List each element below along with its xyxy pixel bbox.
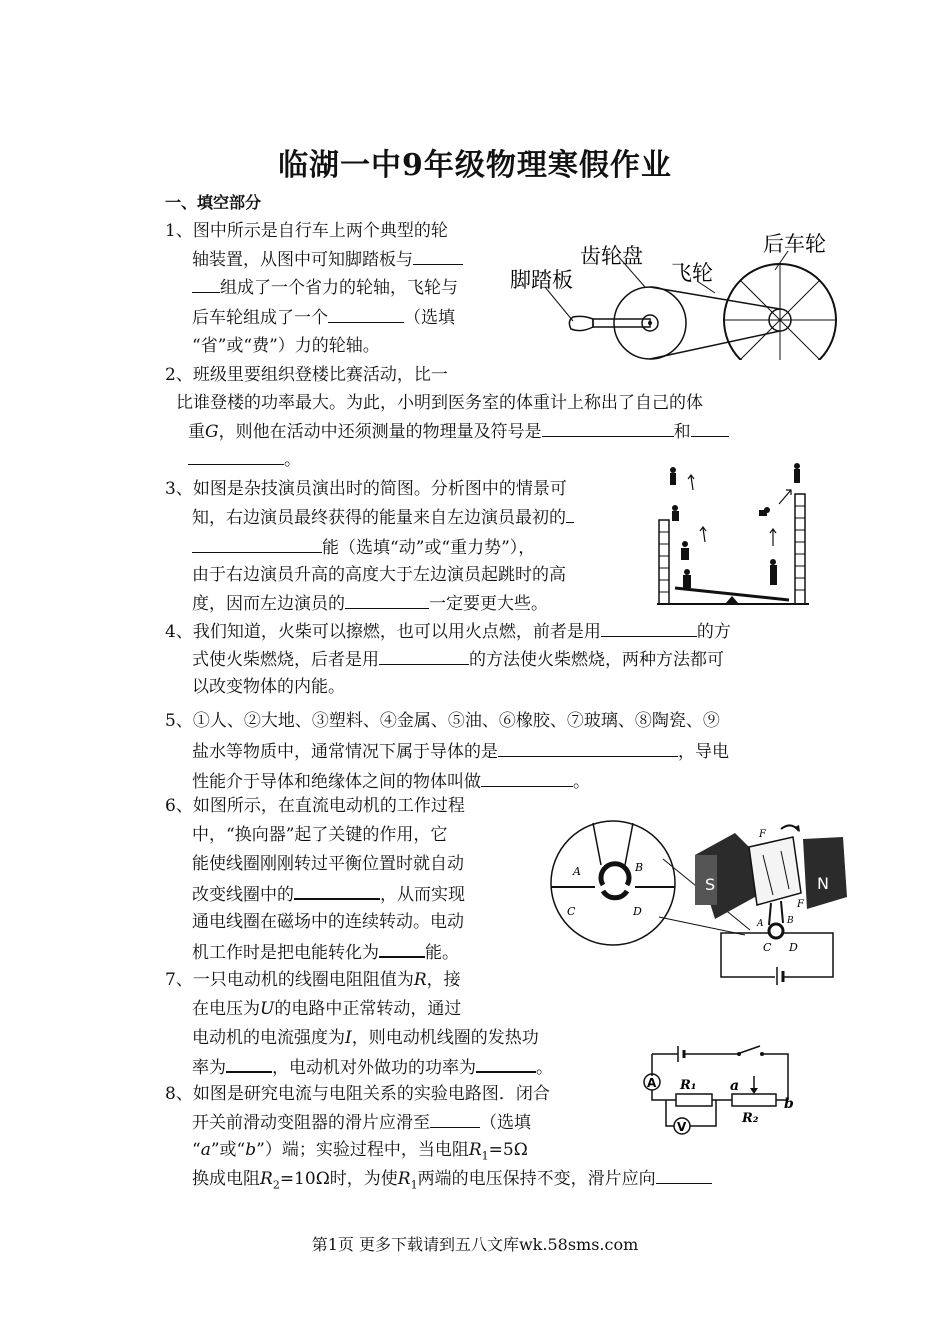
answer-blank[interactable] bbox=[379, 646, 469, 665]
answer-blank[interactable] bbox=[656, 1165, 712, 1184]
answer-blank[interactable] bbox=[188, 446, 284, 465]
q1-line-4: 后车轮组成了一个 （选填 bbox=[192, 304, 455, 331]
q3-line-2: 知，右边演员最终获得的能量来自左边演员最初的 bbox=[192, 504, 574, 531]
label-flywheel: 飞轮 bbox=[671, 261, 713, 285]
q7-line-4: 率为 ，电动机对外做功的功率为 。 bbox=[192, 1053, 553, 1081]
page-footer: 第1页 更多下载请到五八文库wk.58sms.com bbox=[311, 1235, 639, 1254]
q1-line-5: “省”或“费”）力的轮轴。 bbox=[192, 336, 380, 356]
answer-blank[interactable] bbox=[294, 880, 380, 900]
voltmeter-label: V bbox=[677, 1120, 687, 1134]
q6-line-6: 机工作时是把电能转化为 能。 bbox=[192, 938, 459, 966]
q5-line-2: 盐水等物质中，通常情况下属于导体的是 ，导电 bbox=[192, 738, 729, 765]
q1-line-1: 1、图中所示是自行车上两个典型的轮 bbox=[165, 221, 448, 241]
answer-blank[interactable] bbox=[328, 304, 404, 323]
resistor-r2-label: R₂ bbox=[742, 1111, 759, 1126]
answer-blank[interactable] bbox=[601, 618, 697, 637]
q2-line-2: 比谁登楼的功率最大。为此，小明到医务室的体重计上称出了自己的体 bbox=[176, 393, 703, 413]
q5-line-3: 性能介于导体和绝缘体之间的物体叫做 。 bbox=[192, 768, 590, 795]
circuit-figure bbox=[636, 1042, 802, 1142]
page-title: 临湖一中9年级物理寒假作业 bbox=[278, 148, 672, 183]
acrobat-figure bbox=[655, 460, 811, 606]
answer-blank[interactable] bbox=[481, 768, 573, 787]
q4-line-3: 以改变物体的内能。 bbox=[192, 677, 345, 697]
q3-line-4: 由于右边演员升高的高度大于左边演员起跳时的高 bbox=[192, 565, 566, 585]
q8-line-4: 换成电阻$R_2=10\Omega$时，为使$R_1$两端的电压保持不变，滑片应向 bbox=[192, 1165, 712, 1198]
q1-line-2: 轴装置，从图中可知脚踏板与 bbox=[192, 246, 463, 273]
label-n-pole: N bbox=[817, 874, 829, 893]
ammeter-label: A bbox=[647, 1076, 657, 1090]
answer-blank[interactable] bbox=[566, 504, 574, 523]
label-b2: B bbox=[787, 916, 794, 926]
answer-blank[interactable] bbox=[413, 246, 463, 265]
answer-blank[interactable] bbox=[379, 938, 425, 958]
label-s-pole: S bbox=[705, 875, 716, 894]
q6-line-3: 能使线圈刚刚转过平衡位置时就自动 bbox=[192, 854, 464, 874]
q8-line-3: “a”或“b”）端；实验过程中，当电阻$R_1=5\Omega$ bbox=[192, 1140, 528, 1163]
q3-line-3: 能（选填“动”或“重力势”）， bbox=[192, 534, 535, 561]
q2-line-3: 重G，则他在活动中还须测量的物理量及符号是 和 bbox=[188, 418, 729, 445]
q6-line-2: 中，“换向器”起了关键的作用，它 bbox=[192, 825, 448, 845]
label-d: D bbox=[633, 905, 642, 918]
label-a2: A bbox=[757, 919, 764, 929]
q6-line-1: 6、如图所示，在直流电动机的工作过程 bbox=[165, 796, 465, 816]
q3-line-5: 度，因而左边演员的 一定要更大些。 bbox=[192, 590, 548, 617]
answer-blank[interactable] bbox=[498, 738, 678, 757]
answer-blank[interactable] bbox=[691, 418, 729, 437]
slider-end-b: b bbox=[784, 1096, 794, 1112]
label-force-1: F bbox=[759, 829, 766, 840]
q3-line-1: 3、如图是杂技演员演出时的简图。分析图中的情景可 bbox=[165, 479, 567, 499]
label-a: A bbox=[573, 865, 581, 878]
q6-line-5: 通电线圈在磁场中的连续转动。电动 bbox=[192, 912, 464, 932]
q4-line-2: 式使火柴燃烧，后者是用 的方法使火柴燃烧，两种方法都可 bbox=[192, 646, 724, 673]
q7-line-1: 7、一只电动机的线圈电阻阻值为R，接 bbox=[165, 970, 461, 990]
q7-line-3: 电动机的电流强度为I，则电动机线圈的发热功 bbox=[192, 1028, 539, 1048]
q4-line-1: 4、我们知道，火柴可以擦燃，也可以用火点燃，前者是用 的方 bbox=[165, 618, 731, 645]
label-gear: 齿轮盘 bbox=[580, 244, 643, 268]
q2-line-1: 2、班级里要组织登楼比赛活动，比一 bbox=[165, 365, 448, 385]
answer-blank[interactable] bbox=[345, 590, 429, 609]
label-c2: C bbox=[763, 941, 772, 954]
answer-blank[interactable] bbox=[430, 1109, 480, 1128]
q1-line-3: 组成了一个省力的轮轴，飞轮与 bbox=[192, 274, 458, 301]
answer-blank[interactable] bbox=[192, 534, 322, 553]
label-b: B bbox=[635, 861, 644, 874]
q8-line-1: 8、如图是研究电流与电阻关系的实验电路图．闭合 bbox=[165, 1084, 550, 1104]
q5-line-1: 5、①人、②大地、③塑料、④金属、⑤油、⑥橡胶、⑦玻璃、⑧陶瓷、⑨ bbox=[165, 711, 720, 731]
slider-end-a: a bbox=[730, 1078, 740, 1094]
resistor-r1-label: R₁ bbox=[680, 1078, 697, 1093]
q6-line-4: 改变线圈中的 ，从而实现 bbox=[192, 880, 465, 908]
answer-blank[interactable] bbox=[542, 418, 674, 437]
answer-blank[interactable] bbox=[476, 1053, 536, 1073]
q2-line-4: 。 bbox=[188, 446, 301, 473]
label-c: C bbox=[567, 905, 576, 918]
label-d2: D bbox=[789, 941, 798, 954]
motor-figure bbox=[545, 815, 850, 985]
section-heading: 一、填空部分 bbox=[165, 193, 262, 212]
label-pedal: 脚踏板 bbox=[510, 268, 573, 292]
answer-blank[interactable] bbox=[226, 1053, 272, 1073]
label-force-2: F bbox=[797, 899, 804, 910]
q8-line-2: 开关前滑动变阻器的滑片应滑至 （选填 bbox=[192, 1109, 531, 1136]
q7-line-2: 在电压为U的电路中正常转动，通过 bbox=[192, 999, 462, 1019]
label-rear-wheel: 后车轮 bbox=[763, 232, 826, 256]
bicycle-figure bbox=[505, 225, 845, 360]
answer-blank[interactable] bbox=[192, 274, 220, 293]
